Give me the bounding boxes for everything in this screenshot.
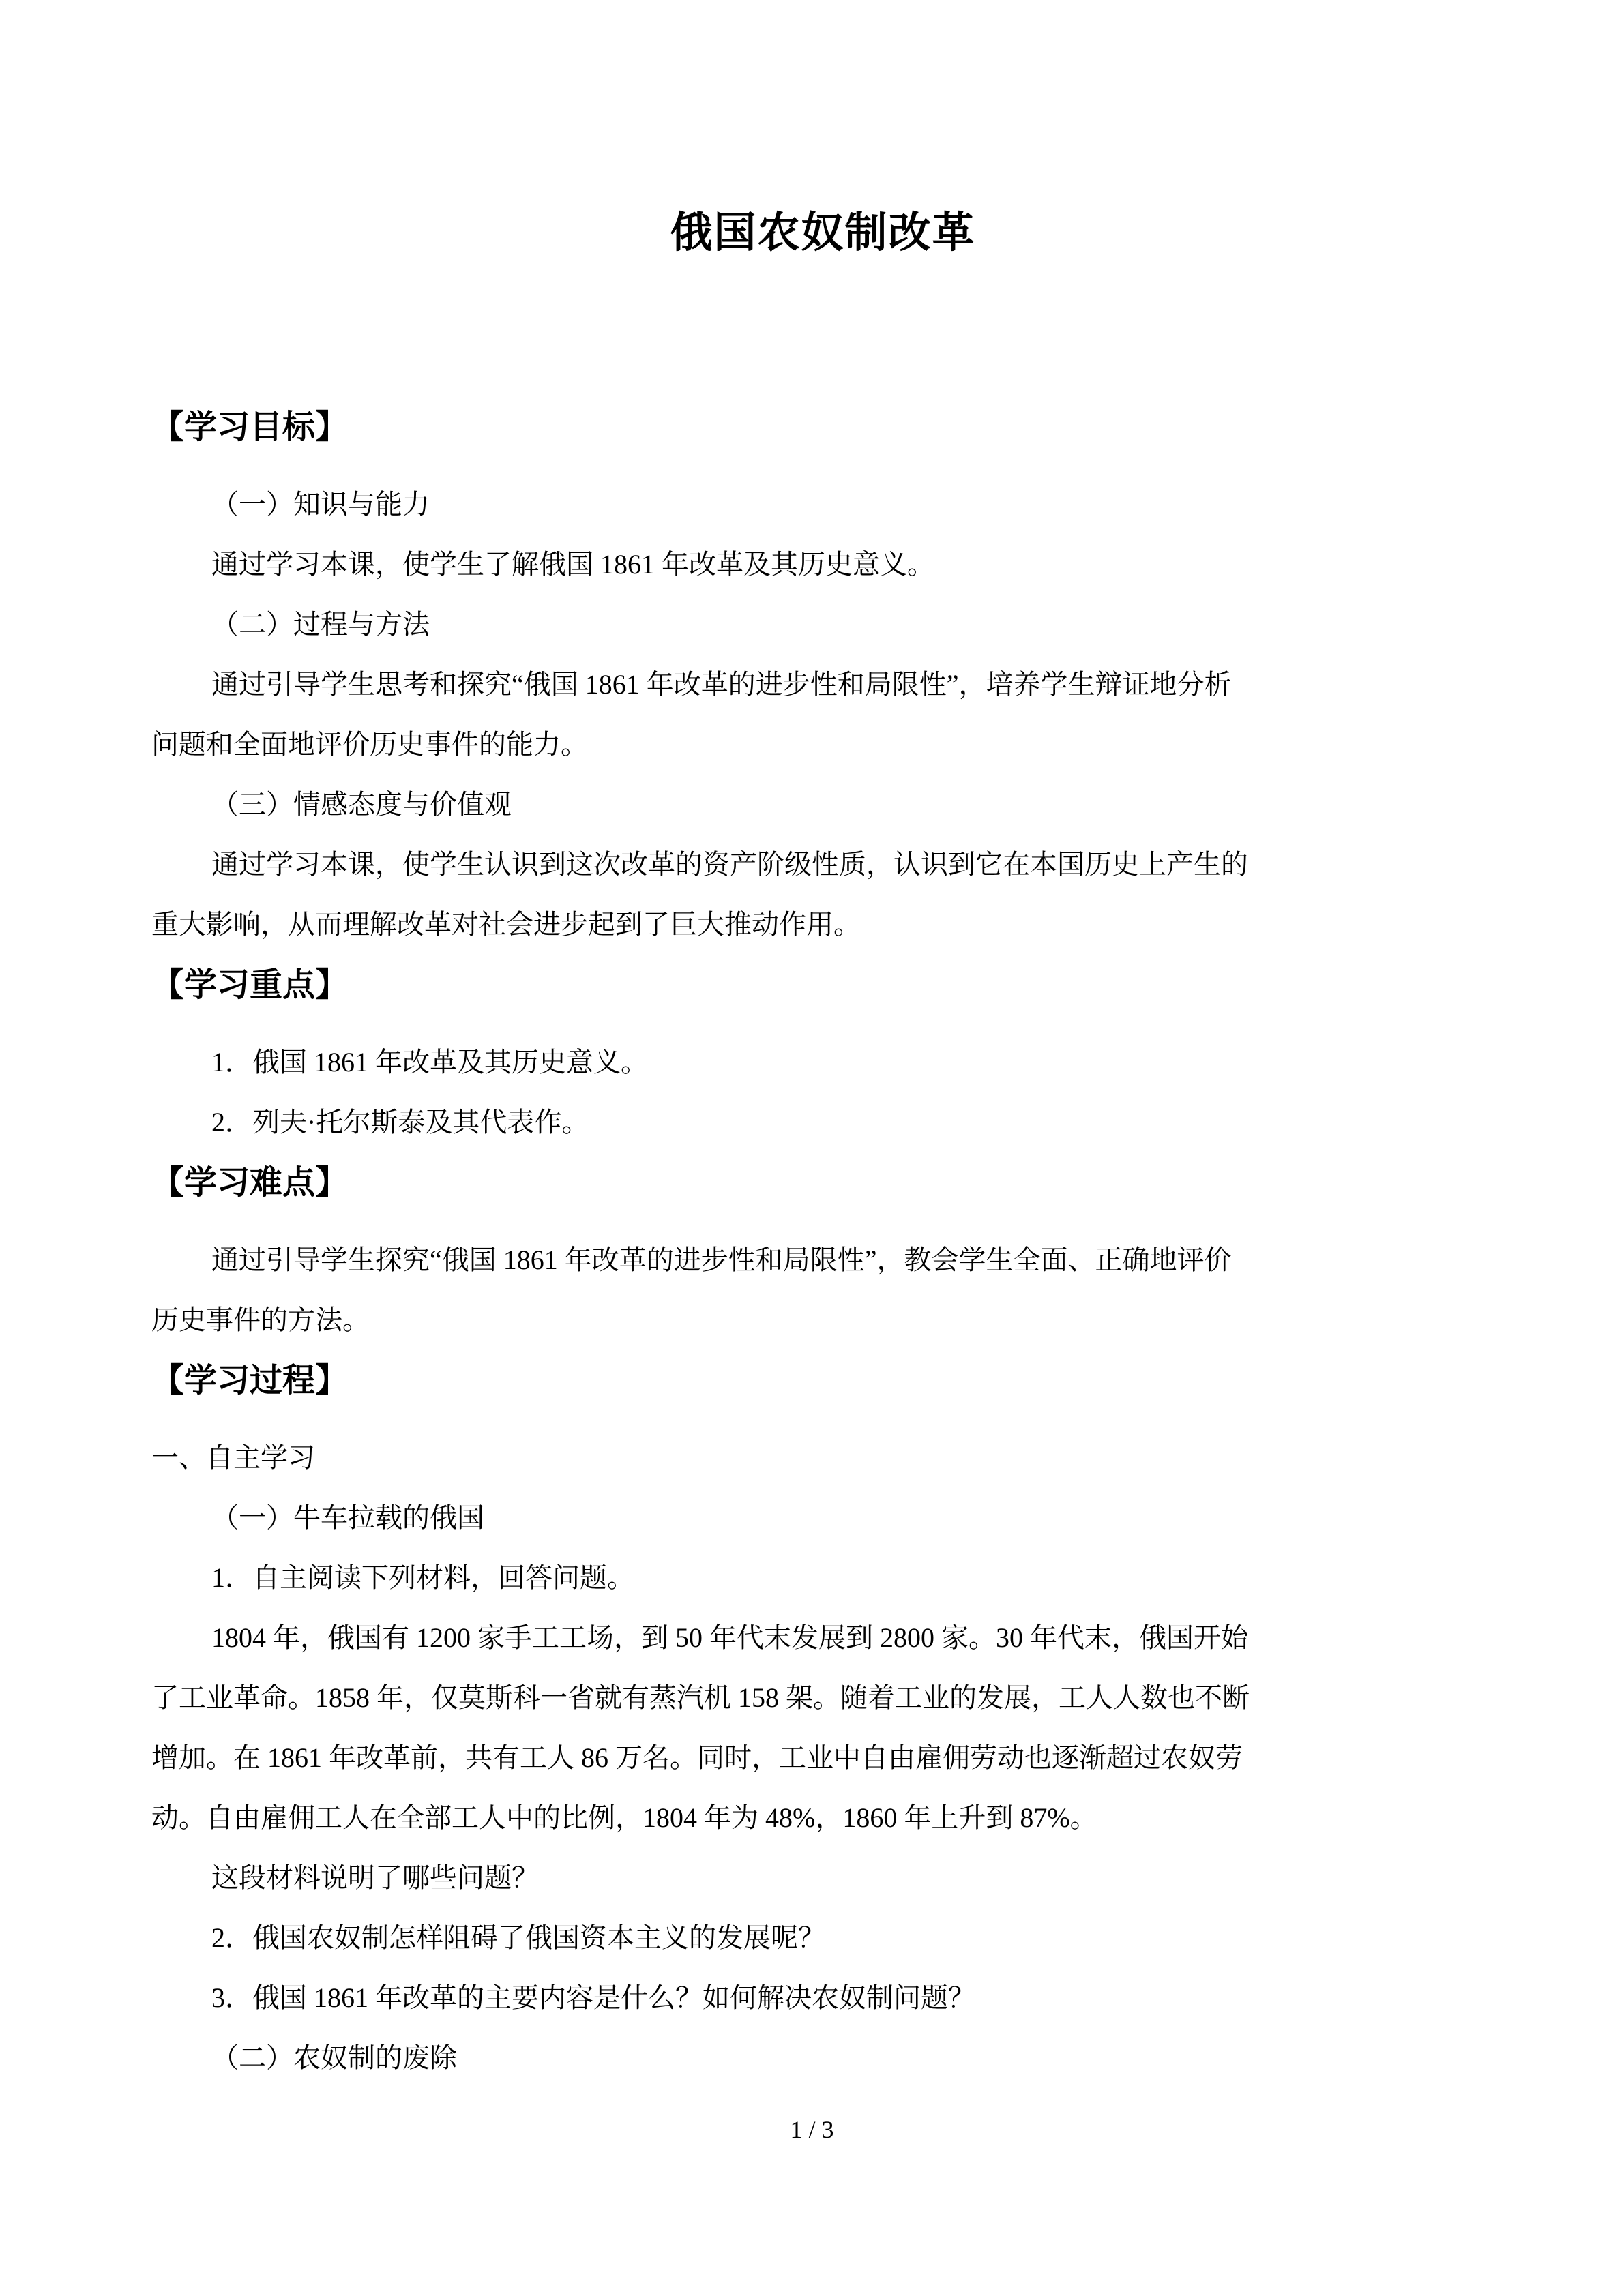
heading-study-focus: 【学习重点】 [151,967,349,1003]
text-line: 1．俄国 1861 年改革及其历史意义。 [211,1047,648,1077]
text-line: （三）情感态度与价值观 [211,789,512,820]
text-line: 1．自主阅读下列材料，回答问题。 [211,1562,634,1593]
text-line: 这段材料说明了哪些问题？ [211,1862,539,1893]
text-line: 通过引导学生思考和探究“俄国 1861 年改革的进步性和局限性”，培养学生辩证地分析 [211,669,1232,700]
text-line: 重大影响，从而理解改革对社会进步起到了巨大推动作用。 [151,909,861,940]
text-line: 问题和全面地评价历史事件的能力。 [151,729,588,760]
text-line: （二）农奴制的废除 [211,2042,457,2073]
text-line: 了工业革命。1858 年，仅莫斯科一省就有蒸汽机 158 架。随着工业的发展，工人人数也不断 [151,1682,1250,1713]
text-line: 2．列夫·托尔斯泰及其代表作。 [211,1107,589,1137]
text-line: 动。自由雇佣工人在全部工人中的比例，1804 年为 48%，1860 年上升到 87%。 [151,1802,1097,1833]
text-line: （二）过程与方法 [211,609,430,640]
text-line: 2．俄国农奴制怎样阻碍了俄国资本主义的发展呢？ [211,1922,825,1953]
text-line: 通过学习本课，使学生认识到这次改革的资产阶级性质，认识到它在本国历史上产生的 [211,849,1248,880]
page-number: 1 / 3 [790,2116,834,2143]
text-line: 通过引导学生探究“俄国 1861 年改革的进步性和局限性”，教会学生全面、正确地评价 [211,1244,1232,1275]
text-line: 增加。在 1861 年改革前，共有工人 86 万名。同时，工业中自由雇佣劳动也逐渐超过农奴劳 [151,1742,1243,1773]
text-line: 一、自主学习 [151,1442,315,1473]
text-line: 历史事件的方法。 [151,1304,370,1335]
text-line: 1804 年，俄国有 1200 家手工工场，到 50 年代末发展到 2800 家。30 年代末，俄国开始 [211,1622,1248,1653]
text-line: （一）知识与能力 [211,489,430,520]
document-title: 俄国农奴制改革 [670,210,976,256]
text-line: （一）牛车拉载的俄国 [211,1502,484,1533]
text-line: 3．俄国 1861 年改革的主要内容是什么？如何解决农奴制问题？ [211,1982,975,2013]
heading-study-goals: 【学习目标】 [151,409,349,445]
heading-study-difficulty: 【学习难点】 [151,1165,349,1201]
heading-study-process: 【学习过程】 [151,1362,349,1399]
text-line: 通过学习本课，使学生了解俄国 1861 年改革及其历史意义。 [211,549,934,580]
